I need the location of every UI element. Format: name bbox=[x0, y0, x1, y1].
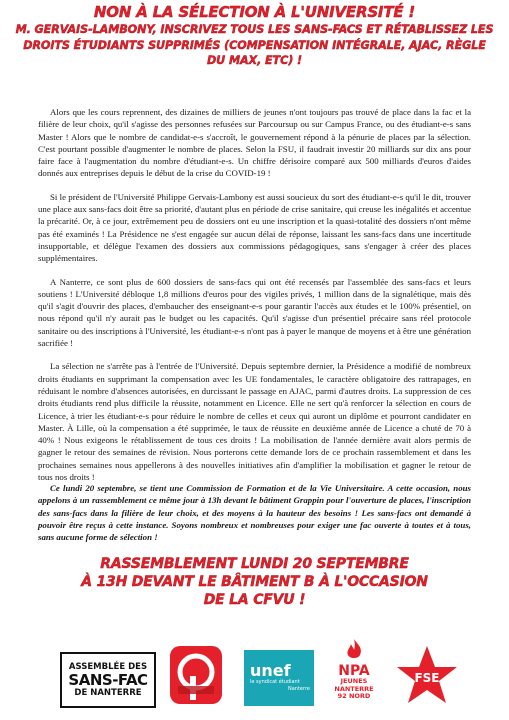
fse-star-logo bbox=[396, 644, 458, 706]
npa-logo-line2: JEUNES bbox=[340, 677, 368, 685]
rally-line-2: À 13H DEVANT LE BÂTIMENT B À L'OCCASION bbox=[81, 574, 428, 590]
unef-logo bbox=[244, 650, 314, 706]
logo-strip bbox=[60, 638, 480, 710]
paragraph-4: La sélection ne s'arrête pas à l'entrée de l'Université. Depuis septembre dernier, la Présidence a modifié de nombreux droits étudiants en supprimant la compensation avec les UE fondamentales, le caractère obligatoire des rattrapages, en réduisant le nombre d'absences autorisées, en durcissant le passage en AJAC, parmi d'autres droits. La suppression de ces droits étudiants rend plus difficile la réussite, notamment en Licence. Elle ne sert qu'à renforcer la sélection en cours de Licence, à trier les étudiant-e-s pour réduire le nombre de celles et ceux qui auront un diplôme et pourront candidater en Master. À Lille, où la compensation a été supprimée, le taux de réussite en deuxième année de Licence a chuté de 70 à 40% ! Nous exigeons le rétablissement de tous ces droits ! La mobilisation de l'année dernière avait alors permis de gagner le retour des semaines de révision. Nous porterons cette demande lors de ce prochain rassemblement et dans les prochaines semaines nous appellerons à des nouvelles initiatives afin d'amplifier la mobilisation et gagner le retour de tous nos droits ! bbox=[38, 361, 471, 483]
solidaires-etudiants-logo bbox=[166, 642, 226, 708]
assemblee-sans-fac-logo bbox=[60, 652, 156, 708]
headline-main: NON À LA SÉLECTION À L'UNIVERSITÉ ! bbox=[93, 3, 416, 21]
headline-demands: M. GERVAIS-LAMBONY, INSCRIVEZ TOUS LES SANS-FACS ET RÉTABLISSEZ LES DROITS ÉTUDIANTS SUPPRIMÉS (COMPENSATION INTÉGRALE, AJAC, RÈGLE DU MAX, ETC) ! bbox=[15, 23, 494, 67]
unef-logo-name: unef bbox=[250, 661, 291, 680]
article-body bbox=[38, 106, 471, 494]
npa-logo-line3: NANTERRE bbox=[334, 684, 374, 693]
paragraph-3: A Nanterre, ce sont plus de 600 dossiers de sans-facs qui ont été recensés par l'assemblée des sans-facs et leurs soutiens ! L'Université débloque 1,8 millions d'euros pour des vigiles privés, 1 million dans de la signalétique, mais dès qu'il s'agit d'ouvrir des places, d'embaucher des enseignant-e-s pour garantir l'accès aux études et le 100% présentiel, on nous répond qu'il n'y aurait pas le budget ou les capacités. Qu'il s'agisse d'un présentiel précaire sans réel protocole sanitaire ou des inscriptions à l'Université, les étudiant-e-s n'ont pas à payer le manque de moyens et à être une génération sacrifiée ! bbox=[38, 276, 471, 349]
npa-jeunes-logo bbox=[326, 638, 382, 710]
assemblee-logo-line1: ASSEMBLÉE DES bbox=[68, 662, 148, 672]
assemblee-logo-line2: SANS-FAC bbox=[68, 671, 148, 689]
callout-paragraph: Ce lundi 20 septembre, se tient une Commission de Formation et de la Vie Universitaire. A cette occasion, nous appelons à un rassemblement ce même jour à 13h devant le bâtiment Grappin pour l'ouverture de places, l'inscription des sans-facs dans la filière de leur choix, et des moyens à la hauteur des besoins ! Les sans-facs ont demandé à pouvoir être reçus à cette instance. Soyons nombreux et nombreuses pour exiger une fac ouverte à toutes et à tous, sans aucune forme de sélection ! bbox=[38, 483, 471, 543]
rally-headline bbox=[14, 555, 495, 609]
paragraph-2: Si le président de l'Université Philippe Gervais-Lambony est aussi soucieux du sort des étudiant-e-s qu'il le dit, trouver une place aux sans-facs doit être sa priorité, d'autant plus en période de crise sanitaire, qui creuse les inégalités et accentue la précarité. Or, à ce jour, extrêmement peu de dossiers ont eu une inscription et la quasi-totalité des dossiers n'ont même pas été examinés ! La Présidence ne s'est engagée sur aucun délai de réponse, laissant les sans-facs dans une incertitude insupportable, et délègue l'examen des dossiers aux commissions pédagogiques, sans s'engager à créer des places supplémentaires. bbox=[38, 191, 471, 264]
unef-logo-city: Nanterre bbox=[288, 686, 310, 692]
assemblee-logo-line3: DE NANTERRE bbox=[74, 688, 142, 698]
fse-logo-name: FSE bbox=[414, 671, 440, 685]
rally-line-3: DE LA CFVU ! bbox=[203, 592, 306, 608]
npa-flame-icon bbox=[342, 638, 366, 660]
unef-logo-subtitle: le syndicat étudiant bbox=[250, 679, 300, 685]
npa-logo-line4: 92 NORD bbox=[337, 692, 371, 700]
paragraph-1: Alors que les cours reprennent, des dizaines de milliers de jeunes n'ont toujours pas trouvé de place dans la fac et la filière de leur choix, qu'il s'agisse des personnes refusées sur Parcoursup ou sur Campus France, ou des étudiant-e-s sans Master ! Alors que le nombre de candidat-e-s s'accroît, le gouvernement répond à la pénurie de places par la sélection. C'est pourtant possible d'augmenter le nombre de places. Selon la FSU, il faudrait investir 20 milliards sur dix ans pour faire face à l'augmentation du nombre d'étudiant-e-s. Un chiffre dérisoire comparé aux 500 milliards d'euros d'aides donnés aux entreprises depuis le début de la crise du COVID-19 ! bbox=[38, 107, 471, 179]
rally-line-1: RASSEMBLEMENT LUNDI 20 SEPTEMBRE bbox=[100, 556, 409, 572]
npa-logo-name: NPA bbox=[338, 663, 370, 679]
